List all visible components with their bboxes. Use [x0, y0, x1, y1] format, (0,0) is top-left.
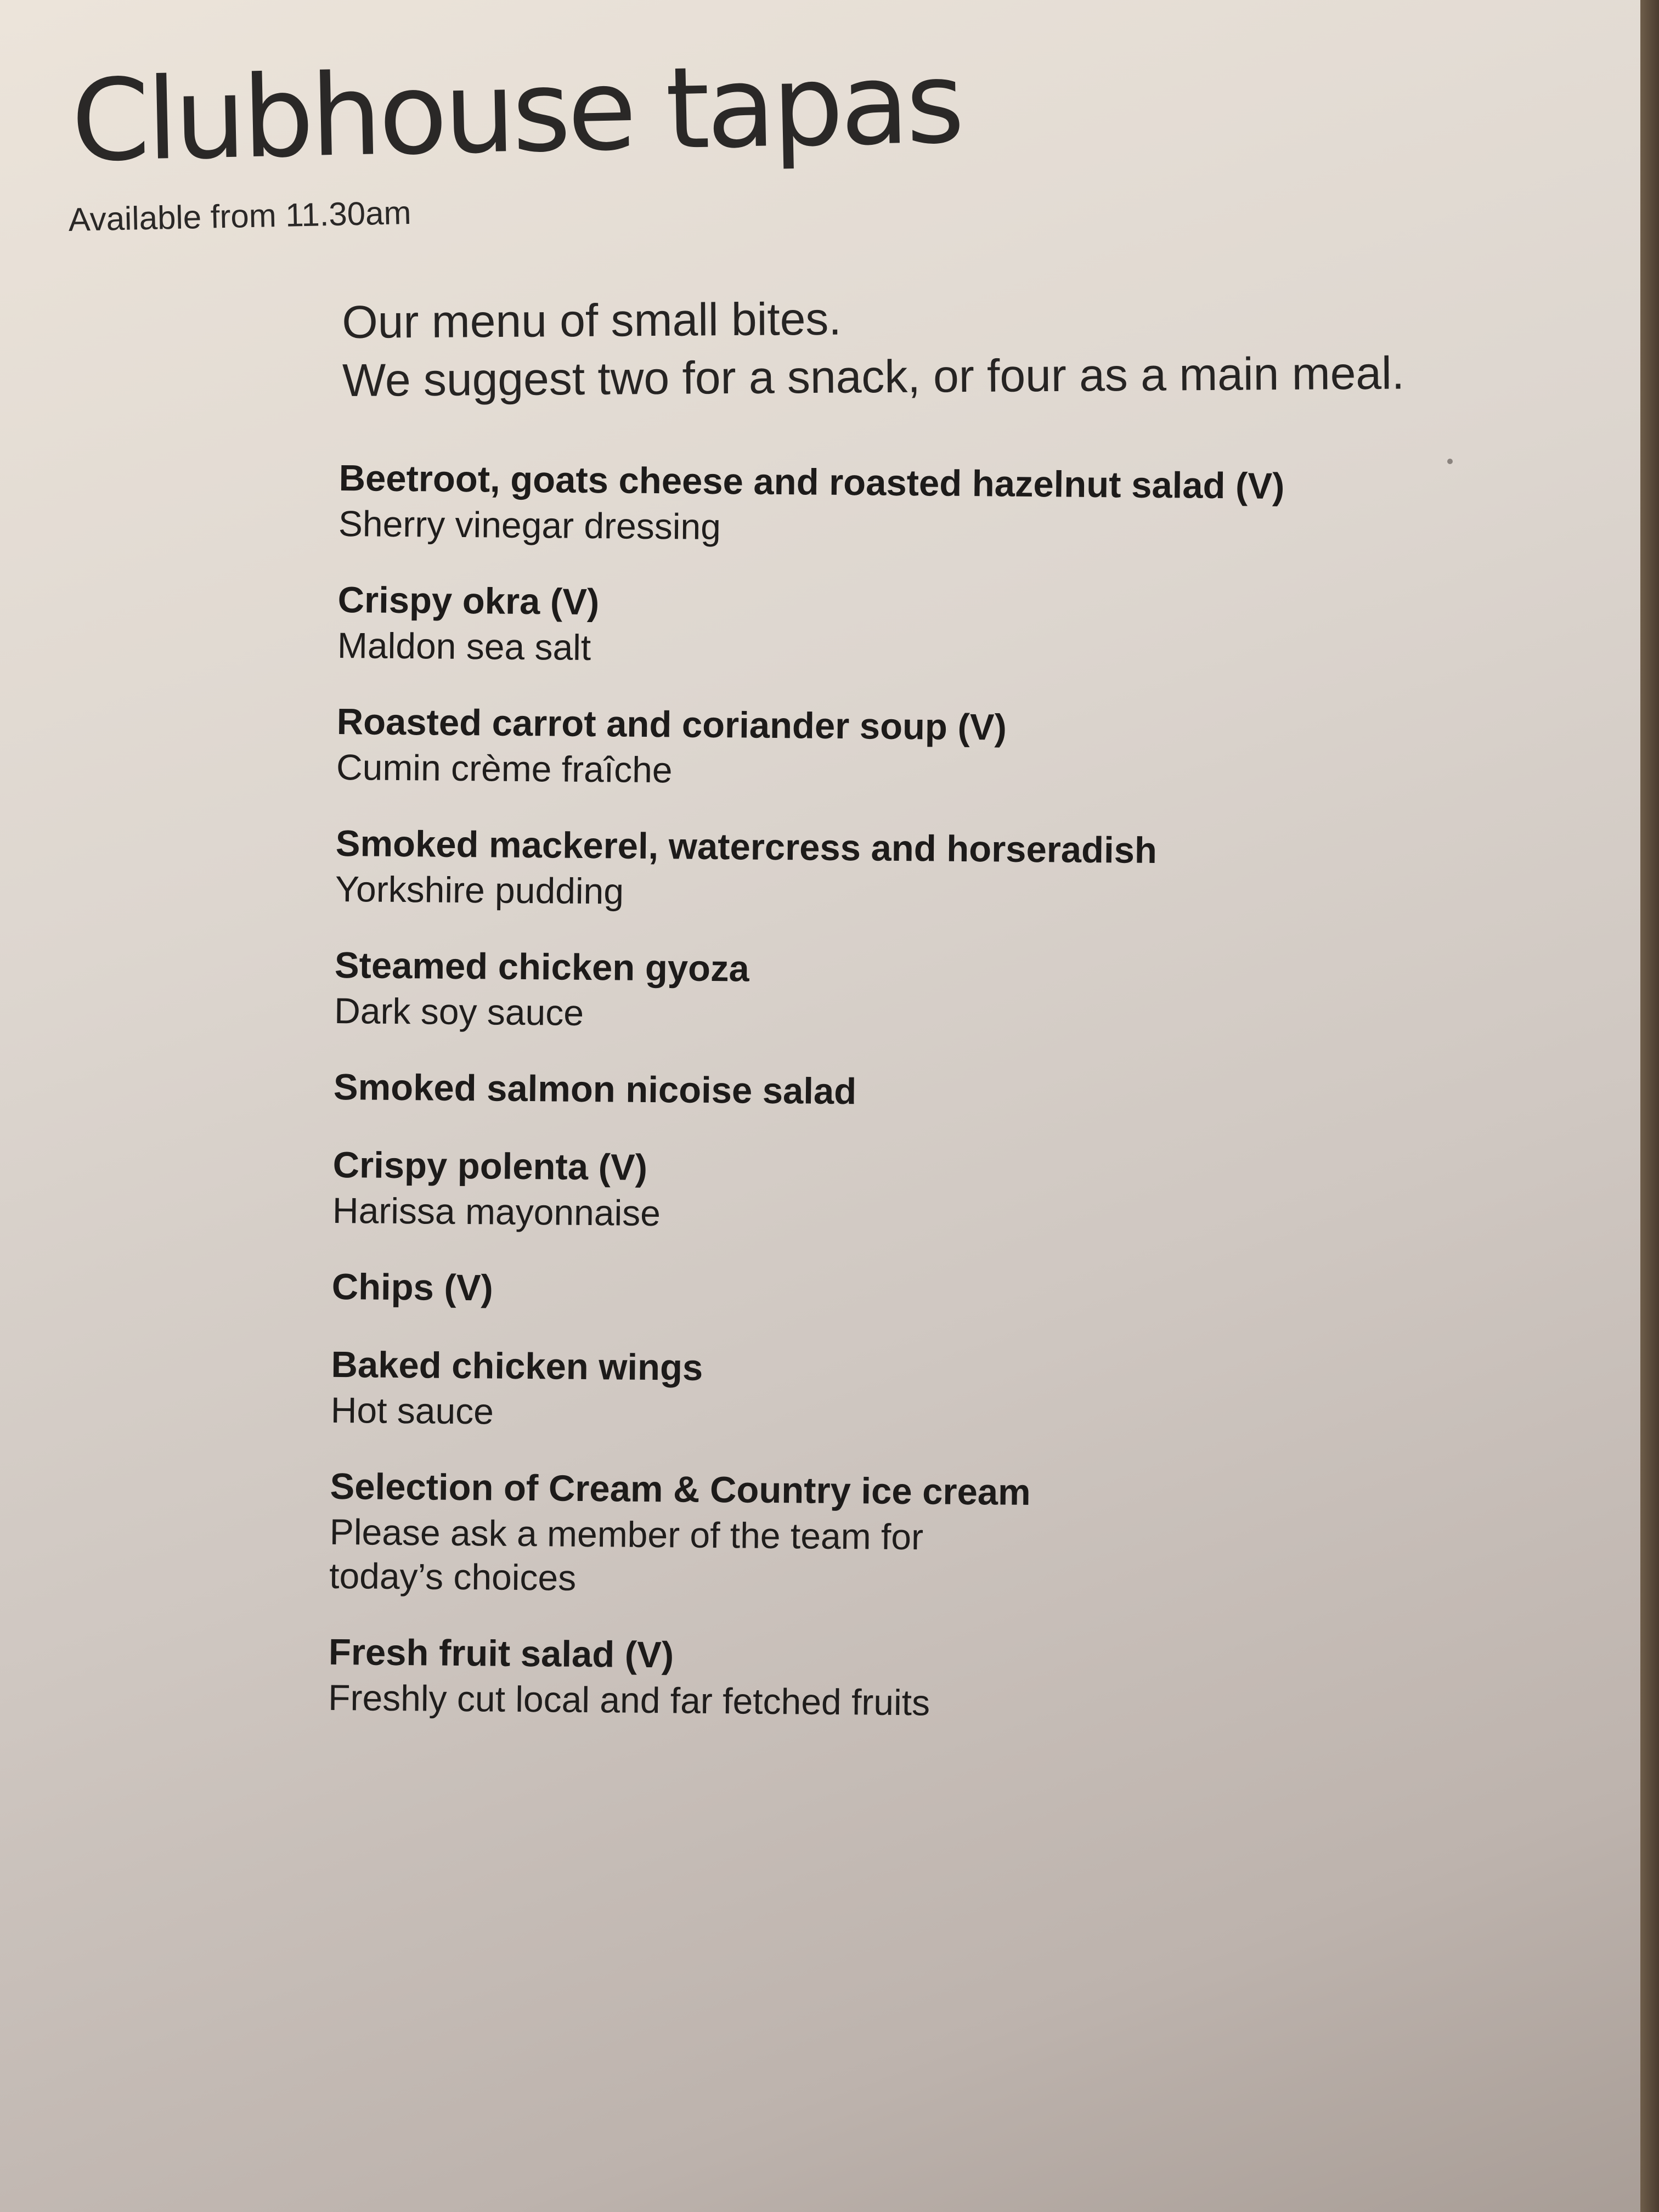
- menu-item: [334, 943, 1280, 1041]
- menu-item-description: Harissa mayonnaise: [332, 1189, 661, 1234]
- menu-intro: [342, 285, 1404, 409]
- menu-item-name: Roasted carrot and coriander soup (V): [336, 701, 1007, 748]
- menu-item: [328, 1629, 1274, 1728]
- menu-item-name: Crispy okra (V): [337, 579, 600, 623]
- menu-item-name: Beetroot, goats cheese and roasted hazelnut salad (V): [338, 457, 1285, 507]
- menu-item-name: Crispy polenta (V): [332, 1144, 648, 1188]
- menu-item: [331, 1264, 1277, 1318]
- intro-line-2: We suggest two for a snack, or four as a main meal.: [342, 347, 1405, 406]
- menu-item: [332, 1142, 1279, 1240]
- menu-item-description: Freshly cut local and far fetched fruits: [328, 1677, 930, 1723]
- menu-item: [338, 455, 1285, 554]
- menu-item-description: Hot sauce: [330, 1389, 494, 1432]
- menu-item: [330, 1342, 1277, 1440]
- menu-item-description: Dark soy sauce: [334, 990, 584, 1033]
- menu-item-name: Smoked mackerel, watercress and horseradish: [335, 822, 1158, 872]
- menu-item-name: Fresh fruit salad (V): [328, 1631, 674, 1676]
- availability-note: Available from 11.30am: [68, 194, 412, 238]
- menu-item: [336, 699, 1283, 797]
- menu-item-description: Yorkshire pudding: [335, 868, 624, 912]
- menu-item: [337, 577, 1284, 675]
- menu-item-name: Chips (V): [331, 1266, 494, 1309]
- menu-item-description: Sherry vinegar dressing: [338, 503, 721, 548]
- menu-item-name: Baked chicken wings: [331, 1344, 703, 1389]
- page-title: Clubhouse tapas: [70, 38, 963, 187]
- menu-list: [328, 455, 1284, 1759]
- menu-item-description: Cumin crème fraîche: [336, 746, 673, 791]
- menu-item: [334, 1064, 1279, 1119]
- menu-item-name: Smoked salmon nicoise salad: [333, 1066, 857, 1113]
- intro-line-1: Our menu of small bites.: [342, 292, 842, 348]
- menu-item: [335, 821, 1282, 919]
- menu-item: [329, 1464, 1276, 1606]
- menu-item-name: Selection of Cream & Country ice cream: [330, 1465, 1031, 1514]
- menu-item-description: Please ask a member of the team for today’s choices: [329, 1511, 924, 1598]
- menu-item-name: Steamed chicken gyoza: [334, 944, 750, 990]
- page-edge-shadow: [1640, 0, 1659, 2212]
- menu-item-description: Maldon sea salt: [337, 624, 591, 668]
- paper-speck: [1447, 459, 1453, 464]
